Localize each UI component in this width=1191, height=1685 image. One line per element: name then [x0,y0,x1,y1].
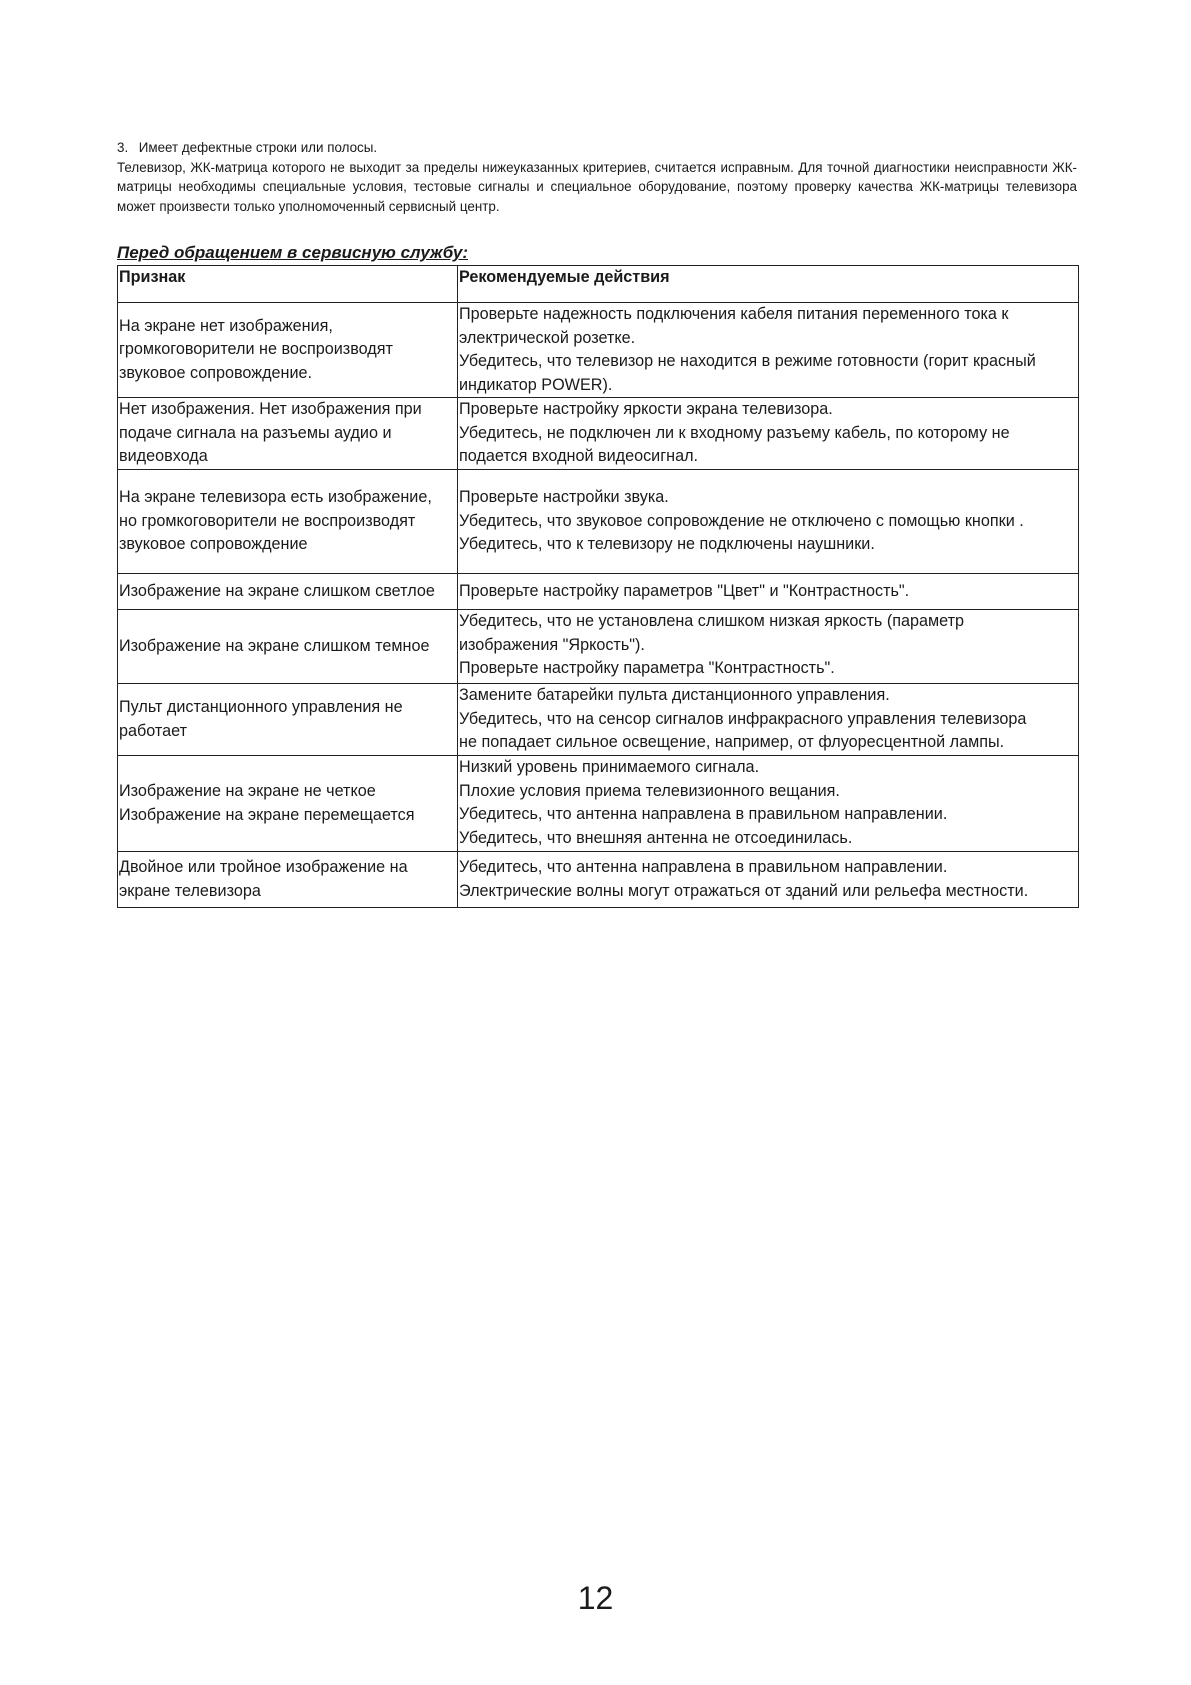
page-number: 12 [577,1580,614,1616]
table-row [118,684,1079,756]
action-line: Проверьте настройку параметра "Контрастность". [459,659,835,677]
symptom-line: работает [119,721,188,740]
symptom-cell [118,610,458,684]
action-line: Убедитесь, что антенна направлена в правильном направлении. [459,858,948,876]
table-row [118,610,1079,684]
table-row [118,574,1079,610]
symptom-cell [118,756,458,852]
actions-cell [458,470,1079,574]
symptom-line: Изображение на экране не четкое [119,782,376,800]
symptom-cell [118,470,458,574]
symptom-line: подаче сигнала на разъемы аудио и [119,423,392,442]
actions-cell [458,756,1079,852]
action-line: Проверьте настройку яркости экрана телевизора. [459,400,833,418]
actions-cell [458,574,1079,610]
section-title: Перед обращением в сервисную службу: [117,243,468,262]
action-line: электрической розетке. [459,328,636,347]
action-line: не попадает сильное освещение, например, от флуоресцентной лампы. [459,733,1005,751]
symptom-line: звуковое сопровождение. [119,363,312,382]
symptom-line: видеовхода [119,447,208,465]
symptom-line: Нет изображения. Нет изображения при [119,400,422,418]
action-line: Проверьте настройки звука. [459,488,669,507]
action-line: изображения "Яркость"). [459,635,645,654]
table-row [118,398,1079,470]
action-line: Убедитесь, что на сенсор сигналов инфракрасного управления телевизора [459,709,1027,728]
symptom-line: Изображение на экране слишком светлое [119,581,435,600]
action-line: Убедитесь, не подключен ли к входному разъему кабель, по которому не [459,423,1010,442]
action-line: Низкий уровень принимаемого сигнала. [459,758,760,776]
symptom-line: Двойное или тройное изображение на [119,858,408,876]
table-row [118,303,1079,398]
action-line: индикатор POWER). [459,375,613,394]
symptom-line: но громкоговорители не воспроизводят [119,511,416,530]
intro-block [117,138,1077,216]
action-line: Замените батарейки пульта дистанционного управления. [459,686,890,704]
action-line: подается входной видеосигнал. [459,447,699,465]
table-row [118,852,1079,908]
symptom-line: экране телевизора [119,881,261,900]
list-item [117,138,1077,158]
actions-cell [458,303,1079,398]
action-line: Проверьте надежность подключения кабеля питания переменного тока к [459,305,1009,323]
symptom-line: звуковое сопровождение [119,535,308,554]
action-line: Убедитесь, что к телевизору не подключены наушники. [459,535,875,554]
intro-paragraph: Телевизор, ЖК-матрица которого не выходит за пределы нижеуказанных критериев, считается исправным. Для точной диагностики неисправности ЖК-матрицы необходимы специальные условия, тестовые сигналы и специальное оборудование, поэтому проверку качества ЖК-матрицы телевизора может произвести только уполномоченный сервисный центр. [117,159,1077,214]
symptom-cell [118,398,458,470]
action-line: Убедитесь, что звуковое сопровождение не отключено с помощью кнопки . [459,511,1024,530]
actions-cell [458,610,1079,684]
symptom-line: На экране нет изображения, [119,316,333,335]
action-line: Электрические волны могут отражаться от зданий или рельефа местности. [459,881,1029,900]
action-line: Убедитесь, что не установлена слишком низкая яркость (параметр [459,612,965,630]
actions-cell [458,684,1079,756]
actions-cell [458,852,1079,908]
symptom-line: Пульт дистанционного управления не [119,698,403,716]
symptom-line: Изображение на экране слишком темное [119,636,430,655]
symptom-cell [118,684,458,756]
action-line: Убедитесь, что внешняя антенна не отсоединилась. [459,828,853,847]
column-header-actions: Рекомендуемые действия [458,266,1079,303]
symptom-line: На экране телевизора есть изображение, [119,488,432,507]
list-item-text: Имеет дефектные строки или полосы. [138,140,378,155]
table-row [118,470,1079,574]
action-line: Проверьте настройку параметров "Цвет" и "Контрастность". [459,581,910,600]
actions-cell [458,398,1079,470]
table-row [118,756,1079,852]
action-line: Убедитесь, что телевизор не находится в режиме готовности (горит красный [459,352,1036,370]
action-line: Убедитесь, что антенна направлена в правильном направлении. [459,805,948,823]
action-line: Плохие условия приема телевизионного вещания. [459,781,840,800]
troubleshooting-table [117,265,1079,908]
symptom-cell [118,852,458,908]
table-header-row [118,266,1079,303]
symptom-line: Изображение на экране перемещается [119,805,415,824]
symptom-line: громкоговорители не воспроизводят [119,340,393,359]
symptom-cell [118,574,458,610]
list-item-number: 3. [117,140,129,155]
symptom-cell [118,303,458,398]
column-header-symptom: Признак [118,266,458,303]
